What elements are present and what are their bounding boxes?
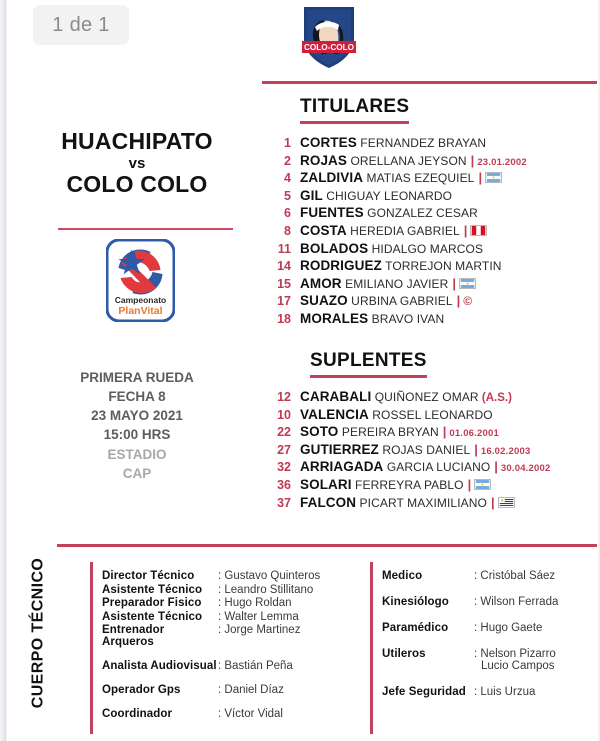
staff-row	[382, 596, 558, 608]
staff-role: Paramédico	[382, 622, 449, 634]
player-number: 12	[277, 390, 291, 404]
player-row	[262, 441, 597, 459]
player-number: 6	[284, 206, 291, 221]
player-number: 10	[277, 407, 291, 422]
player-lastname: FALCON	[300, 494, 357, 510]
staff-row	[382, 648, 558, 672]
divider-match-left	[58, 228, 233, 230]
player-separator: |	[470, 152, 475, 168]
staff-role: Preparador Fisico	[102, 597, 202, 609]
staff-row	[102, 570, 320, 582]
player-lastname: SOTO	[300, 424, 339, 440]
player-number: 37	[277, 495, 291, 510]
player-row	[262, 406, 597, 424]
staff-divider-right	[370, 562, 373, 734]
match-time: 15:00 HRS	[103, 427, 171, 443]
staff-person: : Luis Urzua	[474, 686, 536, 698]
colo-colo-crest-icon	[294, 3, 364, 71]
staff-section	[0, 556, 600, 741]
player-firstname: ROJAS DANIEL	[378, 442, 471, 457]
player-separator: |	[490, 494, 495, 510]
player-name	[300, 169, 502, 187]
away-team-name: COLO COLO	[66, 170, 208, 197]
player-number: 11	[277, 241, 291, 256]
player-lastname: SUAZO	[300, 293, 348, 309]
player-number: 18	[277, 311, 291, 326]
staff-row	[102, 684, 320, 696]
player-row	[262, 458, 597, 476]
staff-role: Asistente Técnico	[102, 610, 203, 623]
player-number: 1	[284, 136, 291, 150]
staff-person: : Víctor Vidal	[218, 708, 283, 720]
player-name	[300, 134, 486, 152]
player-number: 14	[277, 259, 291, 274]
player-number: 22	[277, 425, 291, 440]
staff-row	[102, 708, 320, 720]
staff-person: : Daniel Díaz	[218, 684, 284, 696]
player-firstname: TORREJON MARTIN	[381, 259, 502, 274]
staff-row	[382, 570, 558, 582]
colo-colo-crest	[294, 3, 364, 71]
uruguay-flag-icon	[498, 497, 515, 508]
staff-role: Kinesiólogo	[382, 596, 449, 608]
player-row	[262, 257, 597, 275]
player-number: 5	[284, 188, 291, 203]
page-counter-badge	[33, 5, 129, 45]
player-name	[300, 292, 472, 310]
player-name	[300, 310, 444, 328]
player-name	[300, 204, 478, 222]
player-firstname: BRAVO IVAN	[368, 311, 445, 326]
staff-row	[102, 597, 320, 609]
player-lastname: VALENCIA	[300, 406, 369, 422]
staff-person: : Nelson Pizarro Lucio Campos	[474, 648, 556, 672]
player-firstname: CHIGUAY LEONARDO	[322, 188, 453, 203]
stadium-label: ESTADIO	[107, 446, 167, 462]
player-separator: |	[463, 222, 468, 238]
player-row	[262, 169, 597, 187]
player-firstname: URBINA GABRIEL	[347, 294, 453, 309]
player-row	[262, 204, 597, 222]
page-counter-label: 1 de 1	[52, 13, 110, 36]
starters-list	[262, 134, 597, 328]
player-lastname: GIL	[300, 187, 323, 203]
player-firstname: GONZALEZ CESAR	[363, 206, 478, 221]
player-lastname: MORALES	[300, 310, 369, 326]
player-separator: |	[452, 275, 457, 291]
player-number: 4	[284, 171, 291, 186]
player-row	[262, 310, 597, 328]
peru-flag-icon	[470, 225, 487, 236]
substitutes-section	[262, 350, 597, 511]
staff-person: : Gustavo Quinteros	[218, 570, 321, 582]
argentina-flag-icon	[485, 172, 502, 183]
player-firstname: QUIÑONEZ OMAR	[371, 390, 479, 404]
player-firstname: HIDALGO MARCOS	[368, 241, 484, 256]
player-lastname: CORTES	[300, 135, 357, 150]
player-row	[262, 292, 597, 310]
home-team-name: HUACHIPATO	[61, 128, 213, 154]
staff-role: Entrenador Arqueros	[102, 624, 165, 648]
player-number: 2	[284, 153, 291, 168]
player-name	[300, 222, 487, 240]
player-separator: |	[478, 170, 483, 186]
player-row	[262, 222, 597, 240]
staff-section-title: CUERPO TÉCNICO	[29, 557, 47, 709]
staff-row	[102, 624, 320, 648]
player-lastname: BOLADOS	[300, 240, 369, 256]
substitutes-list	[262, 388, 597, 511]
argentina-flag-icon	[459, 278, 476, 289]
substitutes-heading: SUPLENTES	[310, 350, 427, 378]
player-name	[300, 275, 476, 293]
match-date: 23 MAYO 2021	[91, 408, 183, 424]
captain-badge-icon: ©	[463, 294, 473, 309]
player-firstname: HEREDIA GABRIEL	[346, 223, 460, 238]
player-number: 8	[284, 223, 291, 238]
player-name	[300, 494, 515, 512]
staff-divider-left	[90, 562, 93, 734]
player-firstname: PEREIRA BRYAN	[338, 425, 439, 440]
player-birthdate: 23.01.2002	[477, 156, 527, 168]
staff-person: : Bastián Peña	[218, 660, 293, 672]
player-number: 15	[277, 276, 291, 291]
player-lastname: FUENTES	[300, 205, 364, 221]
argentina-flag-icon	[474, 479, 491, 490]
staff-role: Coordinador	[102, 708, 173, 720]
player-row	[262, 134, 597, 152]
player-name	[300, 257, 502, 275]
player-row	[262, 494, 597, 512]
competition-logo-line1: Campeonato	[114, 295, 167, 305]
player-firstname: MATIAS EZEQUIEL	[363, 171, 475, 186]
player-birthdate: 30.04.2002	[500, 463, 551, 475]
versus-label: vs	[128, 154, 146, 172]
player-separator: |	[467, 476, 472, 492]
player-name	[300, 458, 550, 476]
player-firstname: ORELLANA JEYSON	[347, 153, 467, 168]
staff-role: Jefe Seguridad	[382, 686, 466, 698]
player-lastname: RODRIGUEZ	[300, 258, 382, 274]
player-row	[262, 423, 597, 441]
player-lastname: COSTA	[300, 222, 347, 238]
player-firstname: ROSSEL LEONARDO	[368, 407, 493, 422]
crest-banner-text: COLO-COLO	[303, 43, 355, 52]
player-separator: |	[494, 459, 498, 475]
player-lastname: SOLARI	[300, 476, 352, 492]
player-name	[300, 388, 512, 406]
starters-heading: TITULARES	[300, 96, 409, 124]
player-row	[262, 476, 597, 494]
staff-row	[102, 584, 320, 596]
staff-person: : Cristóbal Sáez	[474, 570, 556, 582]
player-firstname: PICART MAXIMILIANO	[356, 495, 487, 510]
staff-person: : Leandro Stillitano	[218, 583, 314, 596]
player-firstname: EMILIANO JAVIER	[341, 276, 449, 291]
player-lastname: GUTIERREZ	[300, 441, 379, 457]
match-info	[22, 368, 252, 483]
staff-person: : Hugo Roldan	[218, 597, 292, 609]
staff-person: : Jorge Martinez	[218, 624, 301, 636]
player-lastname: ARRIAGADA	[300, 459, 384, 475]
player-row	[262, 275, 597, 293]
player-firstname: FERREYRA PABLO	[351, 477, 464, 492]
player-lastname: CARABALI	[300, 389, 372, 404]
player-row	[262, 187, 597, 205]
divider-top	[262, 81, 597, 84]
player-name	[300, 476, 491, 494]
campeonato-planvital-logo-icon	[106, 239, 175, 322]
staff-person: : Wilson Ferrada	[474, 596, 559, 608]
staff-person: : Hugo Gaete	[474, 622, 543, 634]
match-title	[22, 130, 252, 196]
staff-row	[102, 611, 320, 623]
player-row	[262, 388, 597, 406]
match-round: PRIMERA RUEDA	[80, 370, 194, 385]
match-matchday: FECHA 8	[108, 389, 166, 405]
staff-column-technical	[102, 570, 320, 722]
staff-role: Director Técnico	[102, 570, 195, 582]
staff-row	[382, 686, 558, 698]
player-row	[262, 152, 597, 170]
player-name	[300, 240, 483, 258]
staff-row	[102, 660, 320, 672]
competition-logo	[106, 239, 175, 322]
staff-role: Asistente Técnico	[102, 583, 203, 596]
player-number: 17	[277, 294, 291, 309]
player-separator: |	[456, 293, 461, 309]
staff-role: Medico	[382, 570, 423, 582]
player-name	[300, 406, 493, 424]
staff-person: : Walter Lemma	[218, 610, 299, 623]
player-name	[300, 441, 530, 459]
starters-section	[262, 96, 597, 328]
staff-column-medical	[382, 570, 558, 712]
competition-logo-line2: PlanVital	[118, 305, 163, 317]
player-number: 32	[277, 460, 291, 475]
staff-role: Utileros	[382, 648, 426, 660]
staff-row	[382, 622, 558, 634]
staff-role: Analista Audiovisual	[102, 660, 217, 672]
player-number: 36	[277, 477, 291, 492]
player-birthdate: 16.02.2003	[480, 445, 531, 457]
player-number: 27	[277, 442, 291, 457]
player-separator: |	[442, 424, 447, 440]
player-lastname: ROJAS	[300, 152, 348, 168]
staff-role: Operador Gps	[102, 684, 181, 696]
player-name	[300, 423, 499, 441]
player-tag: (A.S.)	[478, 392, 512, 404]
divider-bottom	[57, 544, 597, 547]
player-separator: |	[474, 441, 478, 457]
player-name	[300, 152, 527, 170]
player-lastname: ZALDIVIA	[300, 170, 364, 186]
player-birthdate: 01.06.2001	[449, 428, 499, 440]
stadium-name: CAP	[122, 465, 152, 481]
staff-person-extra: Lucio Campos	[481, 660, 555, 672]
player-row	[262, 240, 597, 258]
player-firstname: GARCIA LUCIANO	[383, 460, 491, 475]
player-name	[300, 187, 452, 205]
player-lastname: AMOR	[300, 275, 342, 291]
player-firstname: FERNANDEZ BRAYAN	[356, 136, 487, 150]
